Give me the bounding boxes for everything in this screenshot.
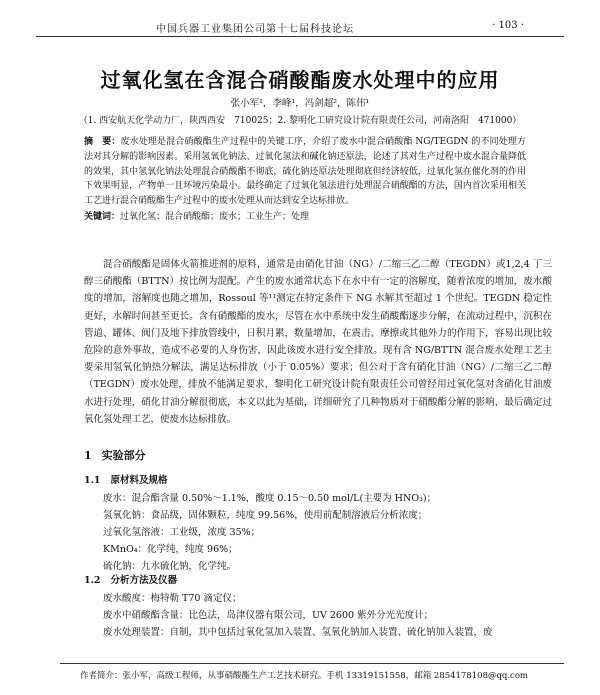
footnote bbox=[60, 663, 564, 684]
keywords-line bbox=[84, 210, 526, 225]
affiliations: （1. 西安航天化学动力厂，陕西西安 710025；2. 黎明化工研究设计院有限责任公司，河南洛阳 471000） bbox=[78, 116, 522, 126]
method-line: 废水中硝酸酯含量：比色法，岛津仪器有限公司，UV 2600 紫外分光光度计； bbox=[103, 610, 434, 621]
material-line: 硫化钠：九水硫化钠，化学纯。 bbox=[103, 561, 237, 572]
abstract-block bbox=[84, 135, 526, 225]
material-line: 废水：混合酯含量 0.50%～1.1%，酸度 0.15～0.50 mol/L(主要为 HNO₃)； bbox=[103, 493, 437, 504]
material-line: 氢氧化钠：食品级，固体颗粒，纯度 99.56%，使用前配制溶液后分析浓度； bbox=[103, 510, 428, 521]
subsection-title: 分析方法及仪器 bbox=[110, 575, 178, 586]
subsection-title: 原材料及规格 bbox=[110, 475, 168, 486]
footnote-text: 作者简介：张小军，高级工程师，从事硝酸酯生产工艺技术研究。手机 13319151558，邮箱 2854178108@qq.com bbox=[80, 671, 528, 681]
intro-paragraph: 混合硝酸酯是固体火箭推进剂的原料，通常是由硝化甘油（NG）/二缩三乙二醇（TEGDN）或1,2,4 丁三醇三硝酸酯（BTTN）按比例为混配。产生的废水通常状态下在水中有一定的溶解度，随着浓度的增加，废水酸度的增加，溶解度也随之增加，Rossoul 等¹¹测定在特定条件下 NG 水解其至超过 1 个世纪。TEGDN 稳定性更好，水解时间甚至更长。含有硝酸酯的废水，尽管在水中系统中发生硝酸酯逐步分解，在流动过程中，沉积在管道、罐体、阀门及地下排放管线中，日积月累，数量增加，在震击、摩擦或其他外力的作用下，容易出现比较危险的意外事故，造成不必要的人身伤害，因此该废水进行安全排放。现有含 NG/BTTN 混合废水处理工艺主要采用氢氧化钠热分解法，满足达标排放（小于 0.05%）要求；但公对于含有硝化甘油（NG）/二缩三乙二醇（TEGDN）废水处理，排放不能满足要求，黎明化工研究设计院有限责任公司曾经用过氧化氢对含硝化甘油废水进行处理，硝化甘油分解很彻底，本文以此为基础，详细研究了几种物质对于硝酸酯分解的影响，最后确定过氧化氢处理工艺，使废水达标排放。 bbox=[84, 259, 552, 425]
material-line: KMnO₄：化学纯，纯度 96%； bbox=[103, 544, 238, 555]
article-title: 过氧化氢在含混合硝酸酯废水处理中的应用 bbox=[100, 68, 500, 92]
method-line: 废水处理装置：自制，其中包括过氧化氢加入装置、氢氧化钠加入装置、硫化钠加入装置，废 bbox=[103, 627, 493, 638]
running-header bbox=[36, 16, 564, 37]
header-title: 中国兵器工业集团公司第十七届科技论坛 bbox=[156, 24, 354, 35]
keywords-label: 关键词： bbox=[84, 211, 121, 222]
section-heading bbox=[84, 447, 156, 463]
page-number: · 103 · bbox=[492, 20, 524, 31]
subsection-number: 1.1 bbox=[84, 475, 101, 486]
section-title: 实验部分 bbox=[101, 449, 146, 462]
subsection-heading bbox=[84, 572, 187, 586]
author-list: 张小军¹，李峰¹，冯剑超²，陈伟¹ bbox=[230, 98, 370, 109]
subsection-heading bbox=[84, 472, 178, 486]
subsection-number: 1.2 bbox=[84, 575, 101, 586]
section-number: 1 bbox=[84, 449, 92, 462]
material-line: 过氧化氢溶液：工业级，浓度 35%； bbox=[103, 527, 261, 538]
method-line: 废水酸度：梅特勒 T70 滴定仪； bbox=[103, 593, 242, 604]
keywords-text: 过氧化氢；混合硝酸酯；废水；工业生产；处理 bbox=[120, 211, 310, 222]
abstract-text: 废水处理是混合硝酸酯生产过程中的关键工序，介绍了废水中混合硝酸酯 NG/TEGDN 的不同处理方法对其分解的影响因素。采用氢氧化钠法、过氧化氢法和碱化钠还原法，论述了其对生产过程中废水混合量降低的效果，其中氢氧化钠法处理混合硝酸酯不彻底，硫化钠还原法处理彻底但经济较低，过氧化氢在催化剂的作用下效果明显，产物单一且环境污染最小。最终确定了过氧化氢法进行处理混合硝酸酯的方法，国内首次采用相关工艺进行混合硝酸酯生产过程中的废水处理从而达到安全达标排放。 bbox=[84, 137, 526, 207]
abstract-label: 摘 要： bbox=[84, 137, 121, 147]
